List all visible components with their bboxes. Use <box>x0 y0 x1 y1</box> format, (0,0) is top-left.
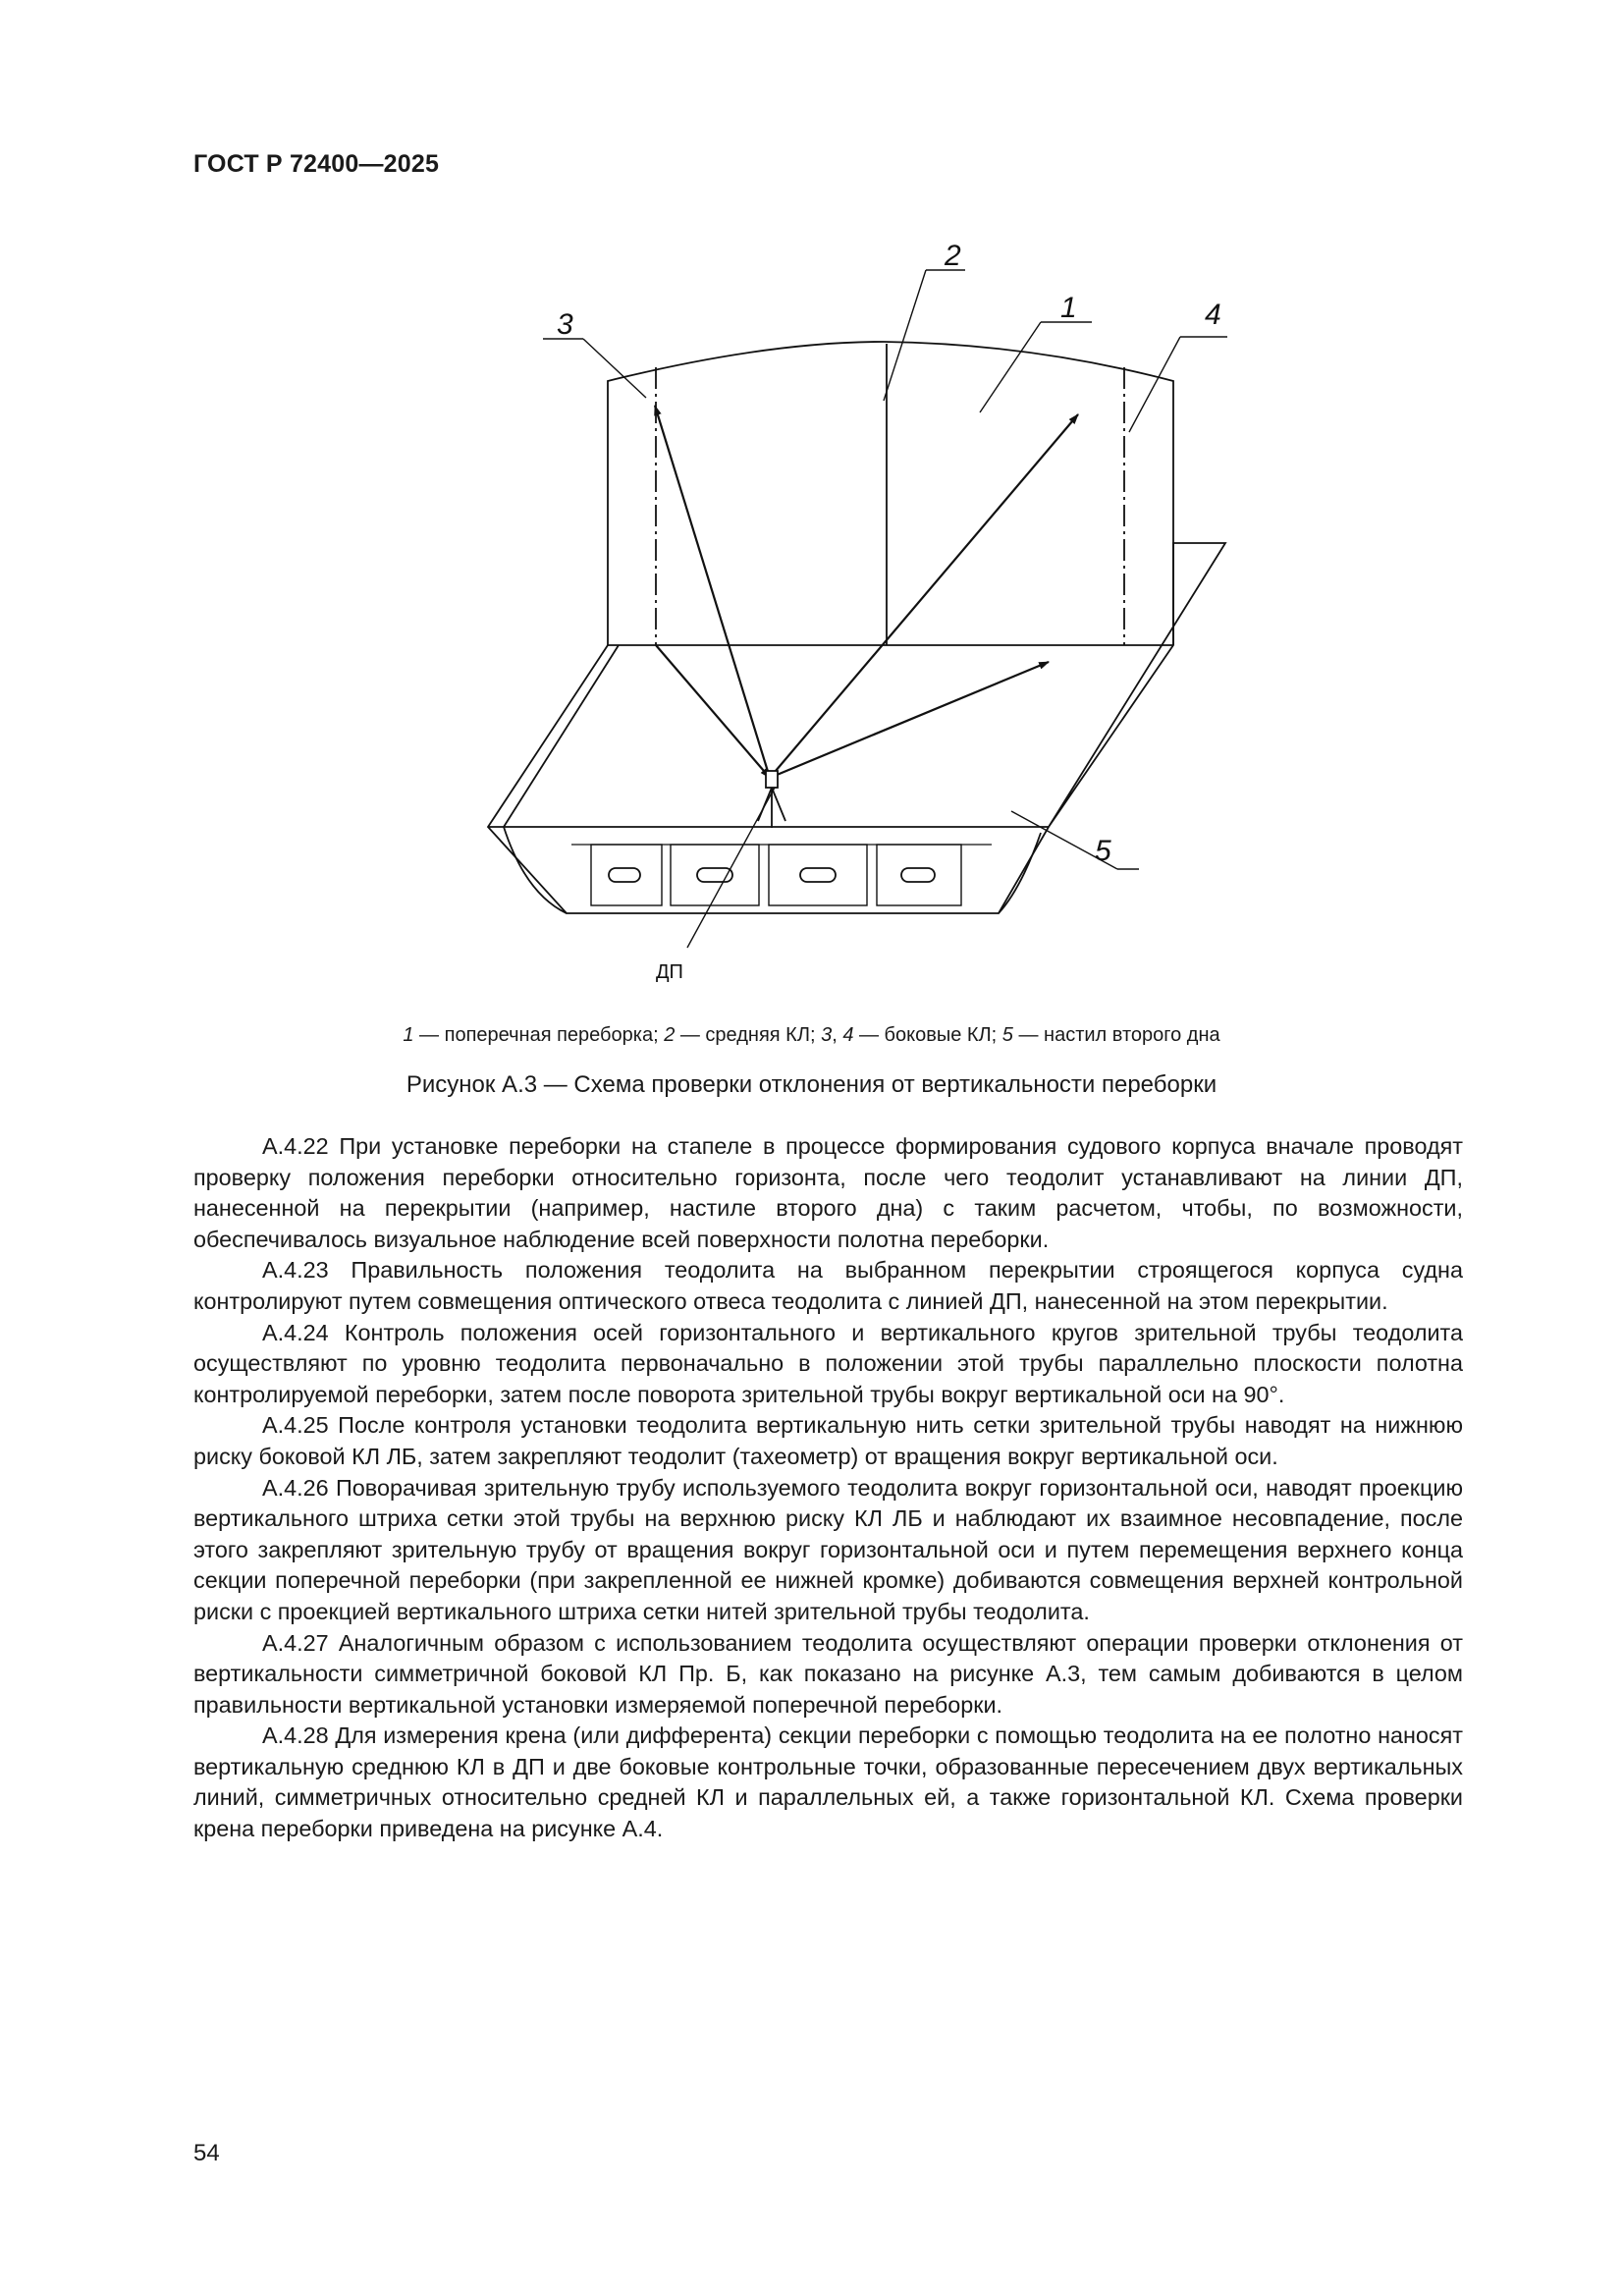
dp-label: ДП <box>656 961 683 983</box>
double-bottom-inner <box>504 645 619 827</box>
paragraph-a4-28: А.4.28 Для измерения крена (или дифферента) секции переборки с помощью теодолита на ее полотно наносят вертикальную среднюю КЛ в ДП и две боковые контрольные точки, образованные пересечением двух вертикальных линий, симметричных относительно средней КЛ и параллельных ей, а также горизонтальной КЛ. Схема проверки крена переборки приведена на рисунке А.4. <box>193 1722 1463 1842</box>
callout-3-leader <box>583 339 646 398</box>
lightening-hole-4 <box>901 868 935 882</box>
lightening-hole-3 <box>800 868 836 882</box>
sight-line-4 <box>770 662 1049 778</box>
figure-caption: Рисунок А.3 — Схема проверки отклонения от вертикальности переборки <box>406 1071 1217 1098</box>
callout-2-leader <box>884 270 926 401</box>
callout-2: 2 <box>945 240 961 272</box>
paragraph-a4-27: А.4.27 Аналогичным образом с использованием теодолита осуществляют операции проверки отклонения от вертикальности симметричной боковой КЛ Пр. Б, как показано на рисунке А.3, тем самым добиваются в целом правильности вертикальной установки измеряемой поперечной переборки. <box>193 1629 1463 1718</box>
document-header: ГОСТ Р 72400—2025 <box>193 150 440 178</box>
lightening-hole-1 <box>609 868 640 882</box>
paragraph-a4-25: А.4.25 После контроля установки теодолита вертикальную нить сетки зрительной трубы наводят на нижнюю риску боковой КЛ ЛБ, затем закрепляют теодолит (тахеометр) от вращения вокруг вертикальной оси. <box>193 1412 1463 1469</box>
page-number: 54 <box>193 2140 220 2166</box>
figure-a3 <box>0 0 1623 1002</box>
sight-line-2 <box>770 414 1078 778</box>
bilge-left <box>504 827 567 913</box>
bulkhead-outline <box>608 342 1173 645</box>
double-bottom-outline <box>488 543 1225 913</box>
bulkhead-diagram <box>0 0 1623 1002</box>
floor-1 <box>591 845 662 905</box>
sight-line-3 <box>656 645 770 778</box>
theodolite-icon <box>758 771 785 828</box>
callout-1: 1 <box>1060 292 1077 324</box>
paragraph-a4-22: А.4.22 При установке переборки на стапеле в процессе формирования судового корпуса вначале проводят проверку положения переборки относительно горизонта, после чего теодолит устанавливают на линии ДП, нанесенной на перекрытии (например, настиле второго дна) с таким расчетом, чтобы, по возможности, обеспечивалось визуальное наблюдение всей поверхности полотна переборки. <box>193 1133 1463 1252</box>
callout-5: 5 <box>1095 835 1111 867</box>
callout-4: 4 <box>1205 299 1221 331</box>
figure-legend: 1 — поперечная переборка; 2 — средняя КЛ; 3, 4 — боковые КЛ; 5 — настил второго дна <box>403 1024 1220 1046</box>
paragraph-a4-24: А.4.24 Контроль положения осей горизонтального и вертикального кругов зрительной трубы теодолита осуществляют по уровню теодолита первоначально в положении этой трубы параллельно плоскости полотна контролируемой переборки, затем после поворота зрительной трубы вокруг вертикальной оси на 90°. <box>193 1319 1463 1407</box>
paragraph-a4-23: А.4.23 Правильность положения теодолита на выбранном перекрытии строящегося корпуса судна контролируют путем совмещения оптического отвеса теодолита с линией ДП, нанесенной на этом перекрытии. <box>193 1257 1463 1314</box>
paragraph-a4-26: А.4.26 Поворачивая зрительную трубу используемого теодолита вокруг горизонтальной оси, наводят проекцию вертикального штриха сетки этой трубы на верхнюю риску КЛ ЛБ и наблюдают их взаимное несовпадение, после этого закрепляют зрительную трубу от вращения вокруг горизонтальной оси и путем перемещения верхнего конца секции поперечной переборки (при закрепленной ее нижней кромке) добиваются совмещения верхней контрольной риски с проекцией вертикального штриха сетки нитей зрительной трубы теодолита. <box>193 1474 1463 1624</box>
floor-4 <box>877 845 961 905</box>
body-text <box>193 1131 1463 1845</box>
floor-3 <box>769 845 867 905</box>
callout-1-leader <box>980 322 1041 412</box>
sight-line-1 <box>655 406 770 778</box>
callout-3: 3 <box>557 308 573 341</box>
